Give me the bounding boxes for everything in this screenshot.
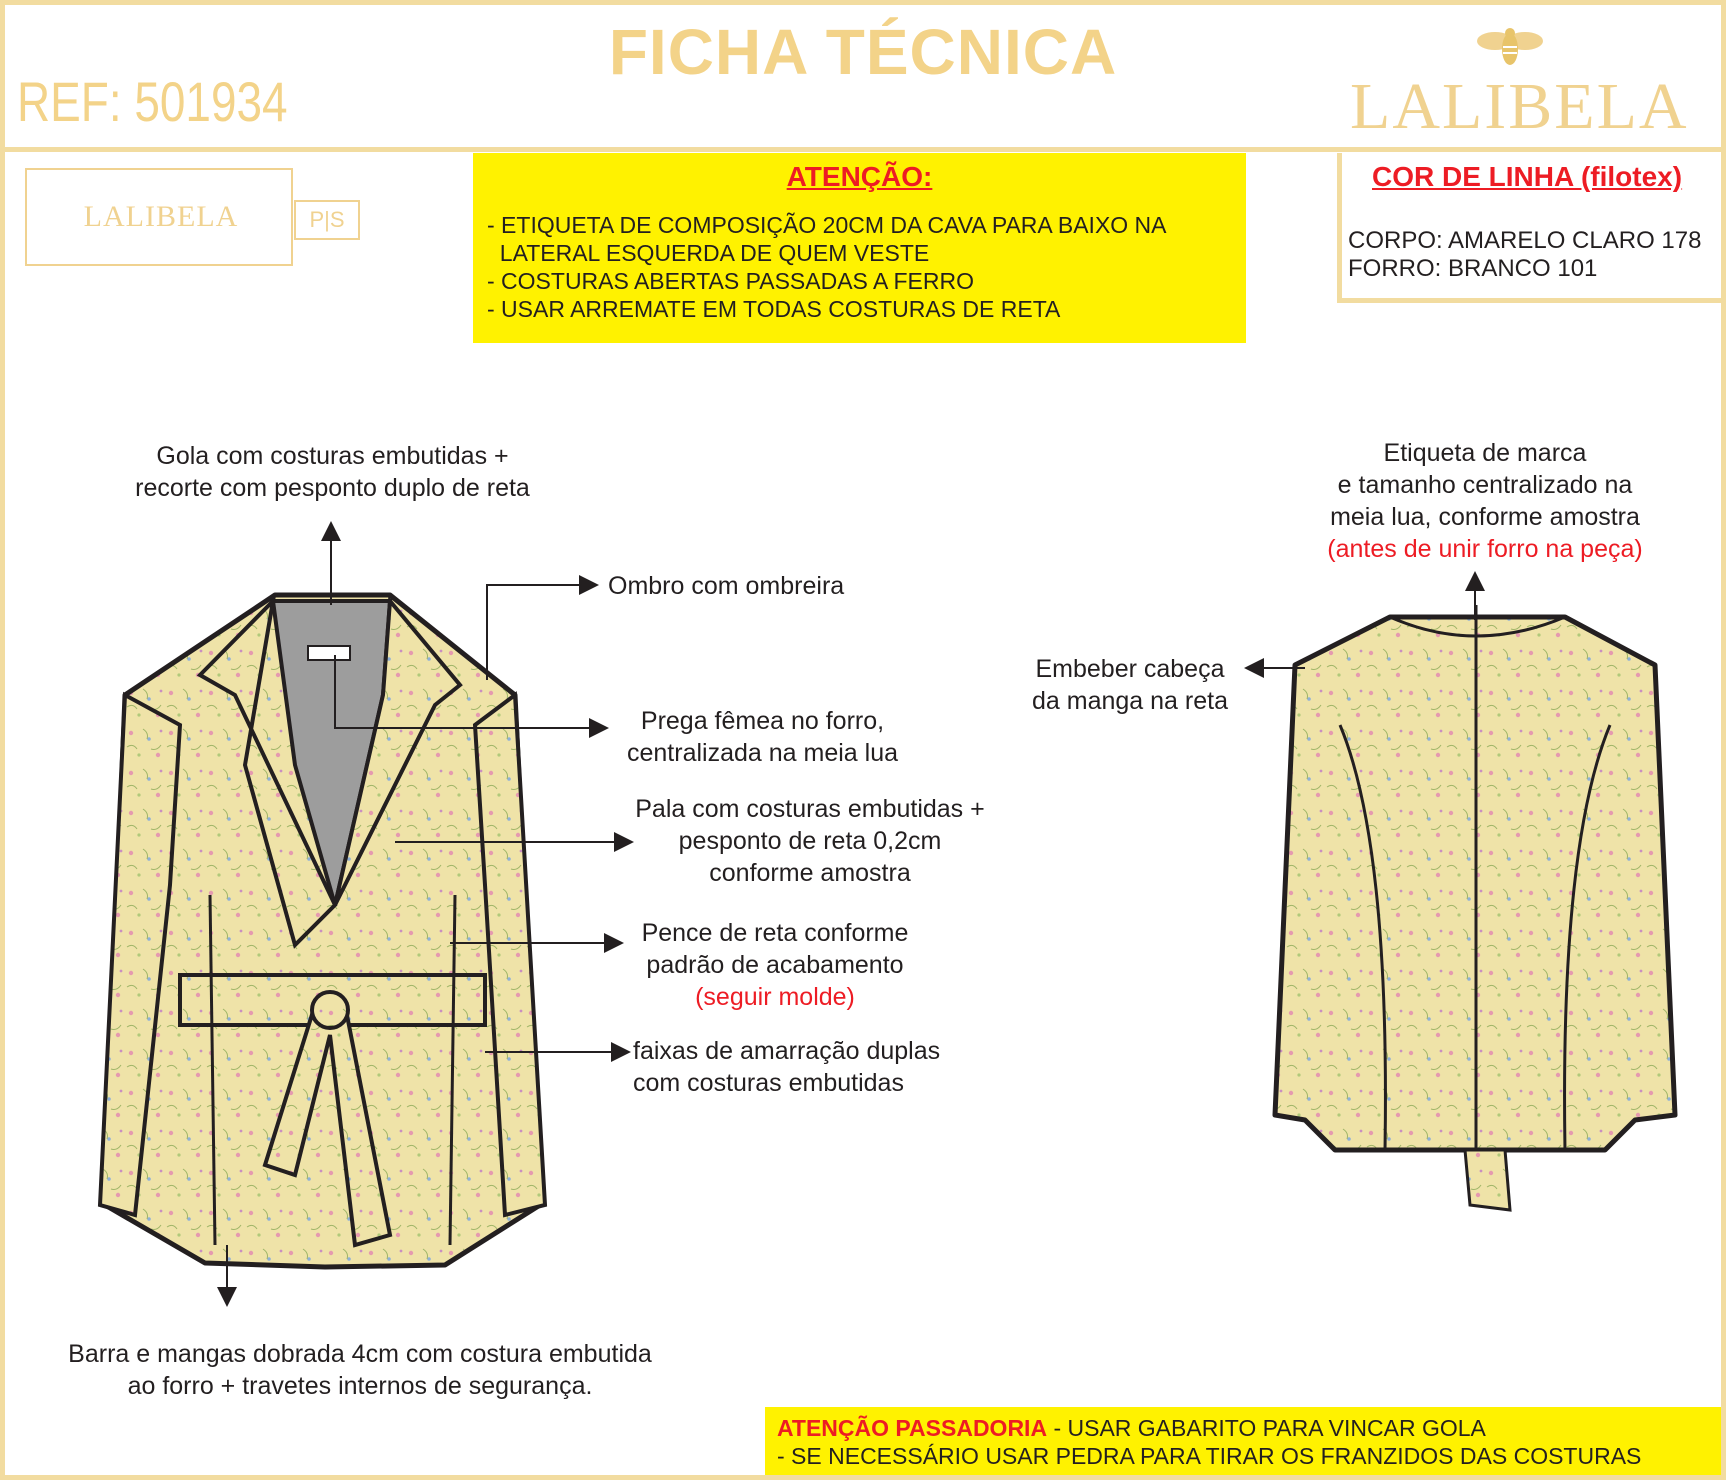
ironing-attention-box [765, 1407, 1721, 1475]
attention-title: ATENÇÃO: [786, 161, 933, 192]
page-title: FICHA TÉCNICA [608, 16, 1118, 88]
ironing-line-2: - SE NECESSÁRIO USAR PEDRA PARA TIRAR OS FRANZIDOS DAS COSTURAS [777, 1443, 1642, 1469]
shoulder-arrow [487, 585, 595, 680]
hem-note: Barra e mangas dobrada 4cm com costura embutida ao forro + travetes internos de segurança. [68, 1340, 652, 1400]
thread-color-title: COR DE LINHA (filotex) [1372, 161, 1683, 192]
collar-note: Gola com costuras embutidas + recorte com pesponto duplo de reta [135, 442, 530, 502]
brand-logo: LALIBELA [1350, 70, 1689, 143]
label-brand-text: LALIBELA [83, 200, 239, 233]
belt-note: faixas de amarração duplas com costuras embutidas [633, 1037, 941, 1097]
shoulder-note: Ombro com ombreira [608, 572, 845, 600]
thread-color-body: CORPO: AMARELO CLARO 178 [1348, 227, 1702, 254]
pleat-note: Prega fêmea no forro, centralizada na meia lua [627, 707, 898, 767]
attention-item: LATERAL ESQUERDA DE QUEM VESTE [487, 240, 930, 266]
ironing-line-1: ATENÇÃO PASSADORIA - USAR GABARITO PARA VINCAR GOLA [777, 1415, 1486, 1441]
thread-color-lining: FORRO: BRANCO 101 [1348, 255, 1598, 282]
front-jacket-drawing [100, 595, 545, 1267]
size-tag: P|S [294, 200, 360, 240]
brand-label-note: Etiqueta de marca e tamanho centralizado na meia lua, conforme amostra (antes de unir forro na peça) [1327, 439, 1643, 563]
attention-item: - COSTURAS ABERTAS PASSADAS A FERRO [487, 268, 974, 294]
yoke-note: Pala com costuras embutidas + pesponto de reta 0,2cm conforme amostra [635, 795, 985, 887]
attention-item: - ETIQUETA DE COMPOSIÇÃO 20CM DA CAVA PARA BAIXO NA [487, 212, 1167, 238]
back-jacket-drawing [1275, 605, 1675, 1210]
reference-number: REF: 501934 [17, 70, 288, 133]
attention-item: - USAR ARREMATE EM TODAS COSTURAS DE RETA [487, 296, 1061, 322]
sleeve-note: Embeber cabeça da manga na reta [1032, 655, 1228, 715]
dart-note: Pence de reta conforme padrão de acabamento (seguir molde) [641, 919, 909, 1011]
